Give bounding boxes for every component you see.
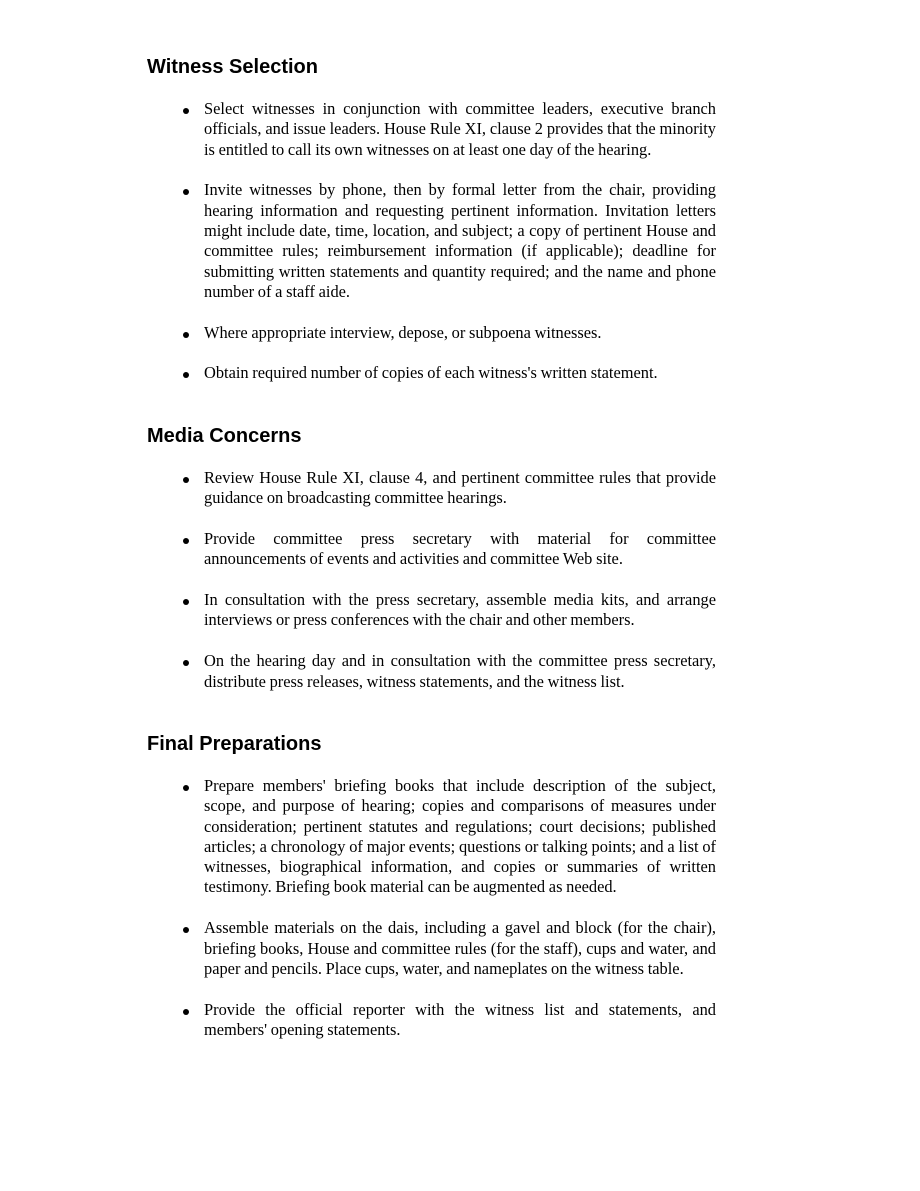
list-item-text: Prepare members' briefing books that include description of the subject, scope, and purpose of hearing; copies and comparisons of measures under consideration; pertinent statutes and regulations; court decisions; published articles; a chronology of major events; questions or talking points; and a list of witnesses, biographical information, and copies or summaries of written testimony. Briefing book material can be augmented as needed.	[204, 776, 716, 897]
list-item-text: Provide the official reporter with the witness list and statements, and members' opening statements.	[204, 999, 716, 1039]
bullet-icon	[183, 599, 189, 605]
list-item	[0, 1000, 920, 1041]
bullet-icon	[183, 660, 189, 666]
list-item-text: Obtain required number of copies of each witness's written statement.	[204, 363, 658, 383]
list-item-text: Review House Rule XI, clause 4, and pertinent committee rules that provide guidance on broadcasting committee hearings.	[204, 468, 716, 508]
list-item	[0, 180, 920, 302]
bullet-icon	[183, 785, 189, 791]
list-item-text: Assemble materials on the dais, including a gavel and block (for the chair), briefing books, House and committee rules (for the staff), cups and water, and paper and pencils. Place cups, water, and nameplates on the witness table.	[204, 918, 716, 978]
list-item	[0, 468, 920, 509]
bullet-icon	[183, 927, 189, 933]
bullet-icon	[183, 1009, 189, 1015]
list-item	[0, 363, 920, 383]
section-heading: Media Concerns	[147, 425, 302, 447]
list-item-text: Select witnesses in conjunction with committee leaders, executive branch officials, and issue leaders. House Rule XI, clause 2 provides that the minority is entitled to call its own witnesses on at least one day of the hearing.	[204, 99, 716, 159]
list-item	[0, 323, 920, 343]
list-item	[0, 918, 920, 979]
list-item	[0, 590, 920, 631]
bullet-list	[0, 776, 920, 1061]
list-item	[0, 529, 920, 570]
bullet-list	[0, 468, 920, 712]
list-item-text: Where appropriate interview, depose, or subpoena witnesses.	[204, 322, 602, 342]
list-item-text: Provide committee press secretary with material for committee announcements of events and activities and committee Web site.	[204, 529, 716, 569]
bullet-icon	[183, 189, 189, 195]
list-item	[0, 99, 920, 160]
bullet-icon	[183, 538, 189, 544]
list-item	[0, 651, 920, 692]
list-item-text: On the hearing day and in consultation with the committee press secretary, distribute press releases, witness statements, and the witness list.	[204, 651, 716, 691]
bullet-icon	[183, 372, 189, 378]
bullet-list	[0, 99, 920, 404]
bullet-icon	[183, 332, 189, 338]
list-item	[0, 776, 920, 898]
bullet-icon	[183, 108, 189, 114]
section-heading: Final Preparations	[147, 733, 322, 755]
section-heading: Witness Selection	[147, 56, 318, 78]
list-item-text: Invite witnesses by phone, then by formal letter from the chair, providing hearing information and requesting pertinent information. Invitation letters might include date, time, location, and subject; a copy of pertinent House and committee rules; reimbursement information (if applicable); deadline for submitting written statements and quantity required; and the name and phone number of a staff aide.	[204, 180, 716, 301]
bullet-icon	[183, 477, 189, 483]
list-item-text: In consultation with the press secretary, assemble media kits, and arrange interviews or press conferences with the chair and other members.	[204, 590, 716, 630]
